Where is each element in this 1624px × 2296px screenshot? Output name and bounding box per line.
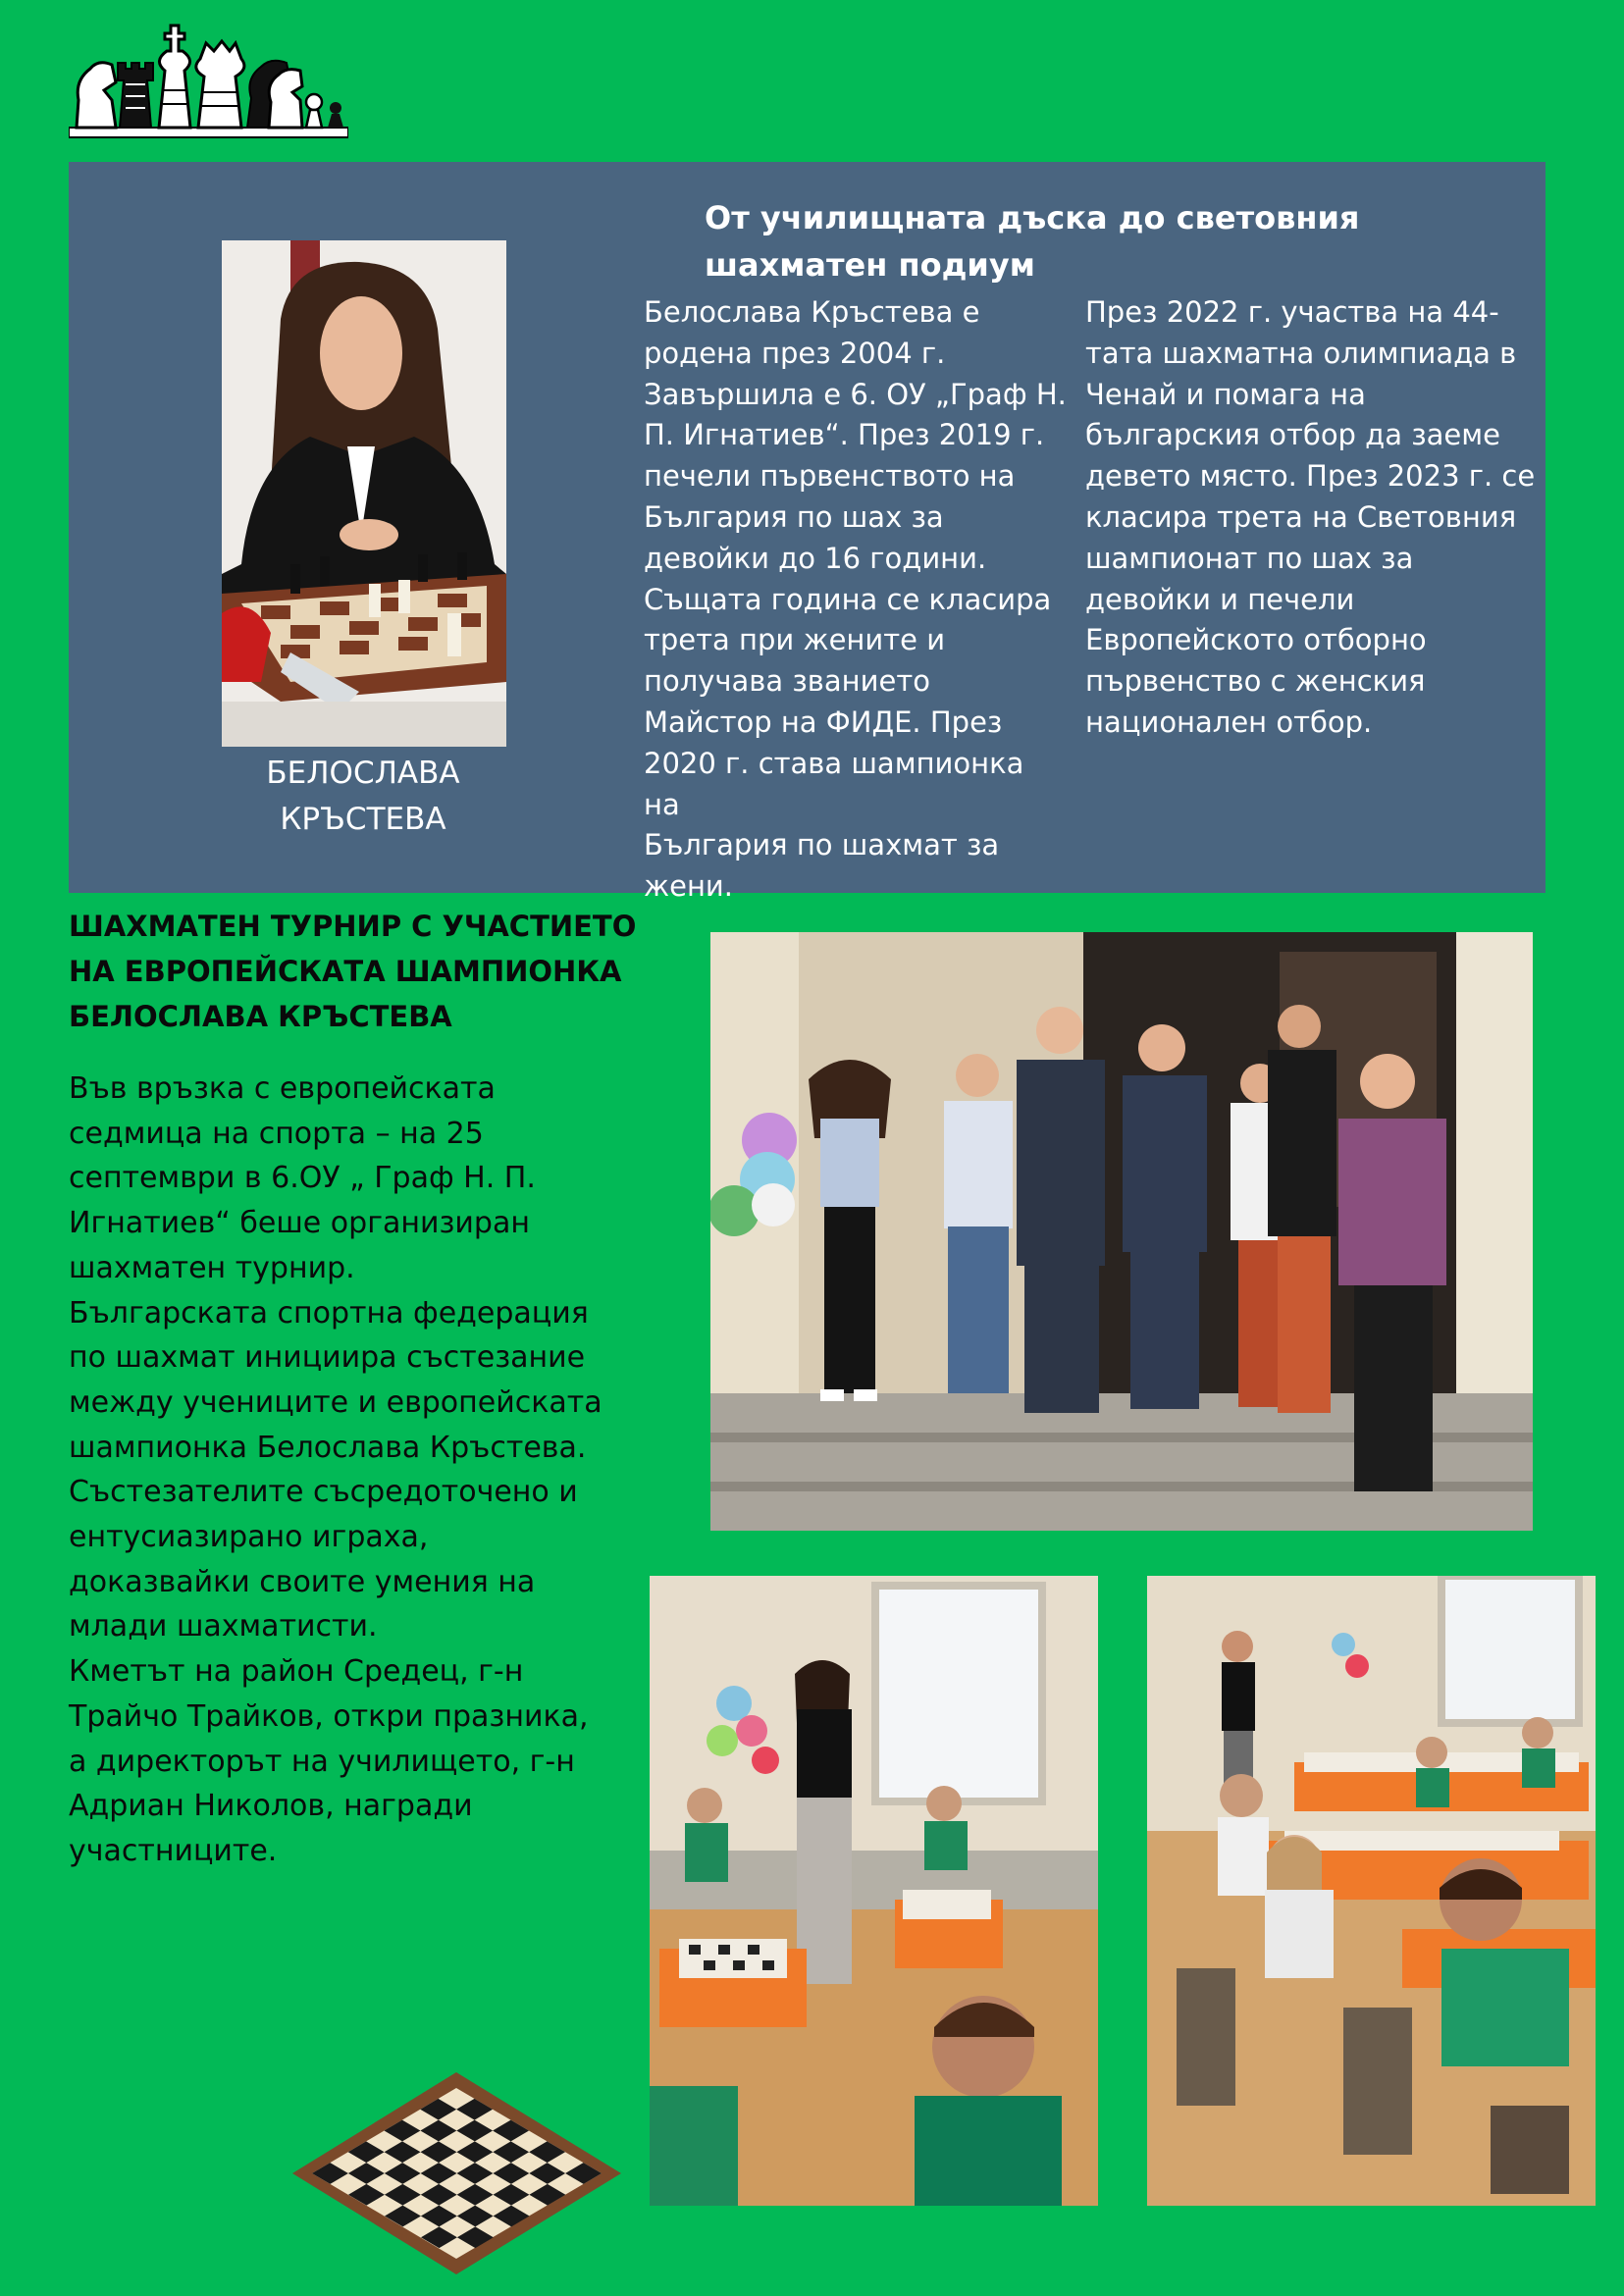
portrait-caption (216, 751, 510, 843)
portrait-caption-line: КРЪСТЕВА (280, 802, 446, 837)
classroom-photo-1 (650, 1576, 1098, 2206)
chessboard-illustration (292, 2072, 621, 2274)
article-body: Във връзка с европейската седмица на спорта – на 25 септември в 6.ОУ „ Граф Н. П. Игнатиев“ беше организиран шахматен турнир. Българската спортна федерация по шахмат инициира състезание между учениците и европейската шампионка Белослава Кръстева. Състезателите съсредоточено и ентусиазирано играха, доказвайки своите умения на млади шахматисти. Кметът на район Средец, г-н Трайчо Трайков, откри празника, а директорът на училището, г-н Адриан Николов, награди участниците. (69, 1071, 602, 1868)
article-title: ШАХМАТЕН ТУРНИР С УЧАСТИЕТО НА ЕВРОПЕЙСКАТА ШАМПИОНКА БЕЛОСЛАВА КРЪСТЕВА (69, 910, 637, 1033)
portrait-caption-line: БЕЛОСЛАВА (266, 756, 460, 791)
profile-heading-line: От училищната дъска до световния (705, 199, 1360, 236)
profile-heading-line: шахматен подиум (705, 246, 1035, 284)
profile-heading (705, 194, 1391, 288)
portrait-photo (222, 240, 506, 747)
profile-text-column-2: През 2022 г. участва на 44- тата шахматна олимпиада в Ченай и помага на българския отбор да заеме девето място. През 2023 г. се класира трета на Световния шампионат по шах за девойки и печели Европейското отборно първенство с женския национален отбор. (1085, 295, 1536, 739)
ceremony-photo (710, 932, 1533, 1531)
profile-text-column-1: Белослава Кръстева е родена през 2004 г. Завършила е 6. ОУ „Граф Н. П. Игнатиев“. През 2019 г. печели първенството на България по шах за девойки до 16 години. Същата година се класира трета при жените и получава званието Майстор на ФИДЕ. През 2020 г. става шампионка на България по шахмат за жени. (644, 295, 1067, 904)
classroom-photo-2 (1147, 1576, 1596, 2206)
chess-pieces-logo (69, 22, 348, 147)
